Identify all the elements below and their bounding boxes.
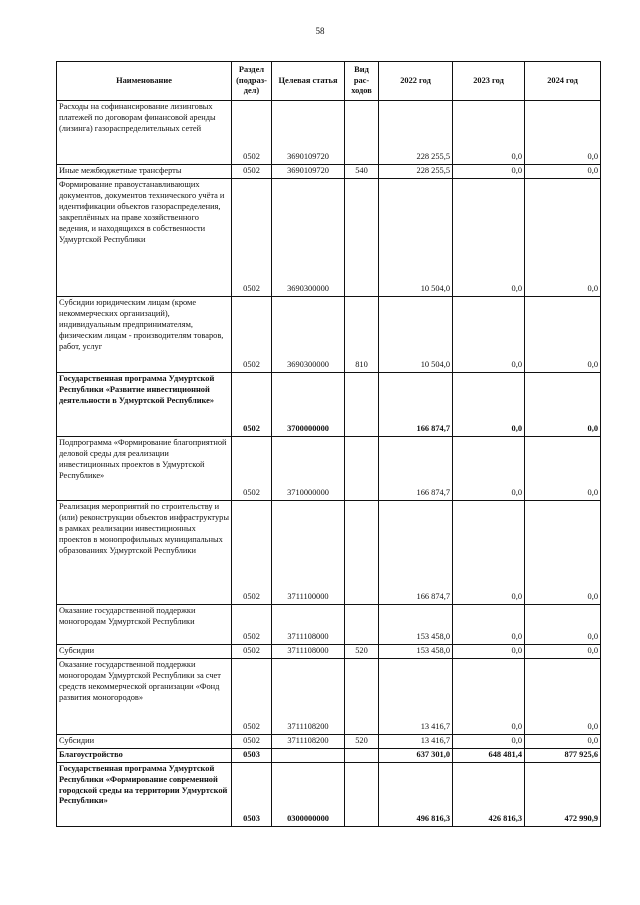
table-row bbox=[57, 165, 601, 179]
row-2024: 0,0 bbox=[525, 500, 601, 604]
row-name: Реализация мероприятий по строительству и (или) реконструкции объектов инфраструктуры в рамках реализации инвестиционных проектов в монопрофильных муниципальных образованиях Удмуртской Республики bbox=[57, 500, 232, 604]
row-section: 0502 bbox=[232, 604, 272, 644]
table-row bbox=[57, 734, 601, 748]
row-2022: 13 416,7 bbox=[379, 658, 453, 734]
table-header-row bbox=[57, 62, 601, 101]
table-row bbox=[57, 658, 601, 734]
row-2024: 0,0 bbox=[525, 658, 601, 734]
row-2024: 0,0 bbox=[525, 178, 601, 296]
row-kind: 540 bbox=[345, 165, 379, 179]
table-row bbox=[57, 372, 601, 436]
table-row bbox=[57, 762, 601, 826]
table-row bbox=[57, 748, 601, 762]
row-2023: 648 481,4 bbox=[453, 748, 525, 762]
table-row bbox=[57, 500, 601, 604]
row-section: 0502 bbox=[232, 101, 272, 165]
row-kind bbox=[345, 748, 379, 762]
row-target: 3710000000 bbox=[272, 436, 345, 500]
row-section: 0502 bbox=[232, 734, 272, 748]
row-target: 3711108200 bbox=[272, 658, 345, 734]
row-2023: 0,0 bbox=[453, 436, 525, 500]
row-kind: 810 bbox=[345, 296, 379, 372]
row-2023: 0,0 bbox=[453, 500, 525, 604]
table-row bbox=[57, 436, 601, 500]
row-2024: 0,0 bbox=[525, 165, 601, 179]
table-row bbox=[57, 604, 601, 644]
row-target bbox=[272, 748, 345, 762]
row-name: Оказание государственной поддержки моногородам Удмуртской Республики за счет средств некоммерческой организации «Фонд развития моногородов» bbox=[57, 658, 232, 734]
row-section: 0502 bbox=[232, 644, 272, 658]
row-name: Субсидии bbox=[57, 734, 232, 748]
header-2023: 2023 год bbox=[453, 62, 525, 101]
row-target: 3700000000 bbox=[272, 372, 345, 436]
row-2023: 0,0 bbox=[453, 734, 525, 748]
row-target: 3690109720 bbox=[272, 101, 345, 165]
row-kind bbox=[345, 372, 379, 436]
row-section: 0502 bbox=[232, 658, 272, 734]
header-section: Раздел (подраз-дел) bbox=[232, 62, 272, 101]
row-kind bbox=[345, 658, 379, 734]
row-name: Субсидии юридическим лицам (кроме некоммерческих организаций), индивидуальным предпринимателям, физическим лицам - производителям товаров, работ, услуг bbox=[57, 296, 232, 372]
row-section: 0502 bbox=[232, 296, 272, 372]
header-kind: Вид рас-ходов bbox=[345, 62, 379, 101]
budget-table bbox=[56, 61, 601, 827]
row-section: 0502 bbox=[232, 500, 272, 604]
header-2022: 2022 год bbox=[379, 62, 453, 101]
row-2023: 0,0 bbox=[453, 178, 525, 296]
row-kind: 520 bbox=[345, 734, 379, 748]
row-target: 3690300000 bbox=[272, 296, 345, 372]
row-kind bbox=[345, 178, 379, 296]
header-target: Целевая статья bbox=[272, 62, 345, 101]
table-row bbox=[57, 296, 601, 372]
row-target: 3711108000 bbox=[272, 644, 345, 658]
row-2023: 0,0 bbox=[453, 644, 525, 658]
row-2024: 0,0 bbox=[525, 101, 601, 165]
row-target: 3711108000 bbox=[272, 604, 345, 644]
row-target: 3711108200 bbox=[272, 734, 345, 748]
table-row bbox=[57, 178, 601, 296]
row-name: Формирование правоустанавливающих документов, документов технического учёта и идентификации объектов газораспределения, закреплённых на праве хозяйственного ведения, и находящихся в собственности Удмуртской Республики bbox=[57, 178, 232, 296]
table-row bbox=[57, 101, 601, 165]
row-2022: 166 874,7 bbox=[379, 372, 453, 436]
row-name: Иные межбюджетные трансферты bbox=[57, 165, 232, 179]
row-section: 0502 bbox=[232, 372, 272, 436]
row-2022: 228 255,5 bbox=[379, 165, 453, 179]
row-2023: 0,0 bbox=[453, 658, 525, 734]
row-2022: 13 416,7 bbox=[379, 734, 453, 748]
header-name: Наименование bbox=[57, 62, 232, 101]
row-2023: 0,0 bbox=[453, 296, 525, 372]
row-2024: 0,0 bbox=[525, 296, 601, 372]
row-kind bbox=[345, 762, 379, 826]
row-name: Государственная программа Удмуртской Республики «Формирование современной городской среды на территории Удмуртской Республики» bbox=[57, 762, 232, 826]
row-2022: 166 874,7 bbox=[379, 436, 453, 500]
row-section: 0503 bbox=[232, 762, 272, 826]
row-2024: 0,0 bbox=[525, 644, 601, 658]
row-target: 3690109720 bbox=[272, 165, 345, 179]
row-2024: 0,0 bbox=[525, 372, 601, 436]
row-kind bbox=[345, 436, 379, 500]
row-2022: 496 816,3 bbox=[379, 762, 453, 826]
header-2024: 2024 год bbox=[525, 62, 601, 101]
row-2024: 472 990,9 bbox=[525, 762, 601, 826]
row-section: 0502 bbox=[232, 436, 272, 500]
row-2024: 0,0 bbox=[525, 436, 601, 500]
row-kind bbox=[345, 101, 379, 165]
row-2023: 0,0 bbox=[453, 165, 525, 179]
row-target: 3690300000 bbox=[272, 178, 345, 296]
row-section: 0502 bbox=[232, 165, 272, 179]
row-2024: 877 925,6 bbox=[525, 748, 601, 762]
row-name: Подпрограмма «Формирование благоприятной деловой среды для реализации инвестиционных проектов в Удмуртской Республике» bbox=[57, 436, 232, 500]
row-2022: 153 458,0 bbox=[379, 604, 453, 644]
row-section: 0502 bbox=[232, 178, 272, 296]
row-name: Оказание государственной поддержки моногородам Удмуртской Республики bbox=[57, 604, 232, 644]
row-2022: 637 301,0 bbox=[379, 748, 453, 762]
row-kind bbox=[345, 500, 379, 604]
row-2022: 10 504,0 bbox=[379, 296, 453, 372]
row-target: 0300000000 bbox=[272, 762, 345, 826]
row-name: Расходы на софинансирование лизинговых платежей по договорам финансовой аренды (лизинга) газораспределительных сетей bbox=[57, 101, 232, 165]
row-2023: 426 816,3 bbox=[453, 762, 525, 826]
row-target: 3711100000 bbox=[272, 500, 345, 604]
row-section: 0503 bbox=[232, 748, 272, 762]
row-2023: 0,0 bbox=[453, 372, 525, 436]
row-name: Субсидии bbox=[57, 644, 232, 658]
row-2024: 0,0 bbox=[525, 734, 601, 748]
row-2022: 10 504,0 bbox=[379, 178, 453, 296]
row-kind: 520 bbox=[345, 644, 379, 658]
row-name: Благоустройство bbox=[57, 748, 232, 762]
row-2022: 153 458,0 bbox=[379, 644, 453, 658]
row-2022: 228 255,5 bbox=[379, 101, 453, 165]
table-row bbox=[57, 644, 601, 658]
page-number: 58 bbox=[315, 26, 325, 36]
row-2023: 0,0 bbox=[453, 101, 525, 165]
row-2023: 0,0 bbox=[453, 604, 525, 644]
row-2024: 0,0 bbox=[525, 604, 601, 644]
row-name: Государственная программа Удмуртской Республики «Развитие инвестиционной деятельности в Удмуртской Республике» bbox=[57, 372, 232, 436]
row-kind bbox=[345, 604, 379, 644]
row-2022: 166 874,7 bbox=[379, 500, 453, 604]
